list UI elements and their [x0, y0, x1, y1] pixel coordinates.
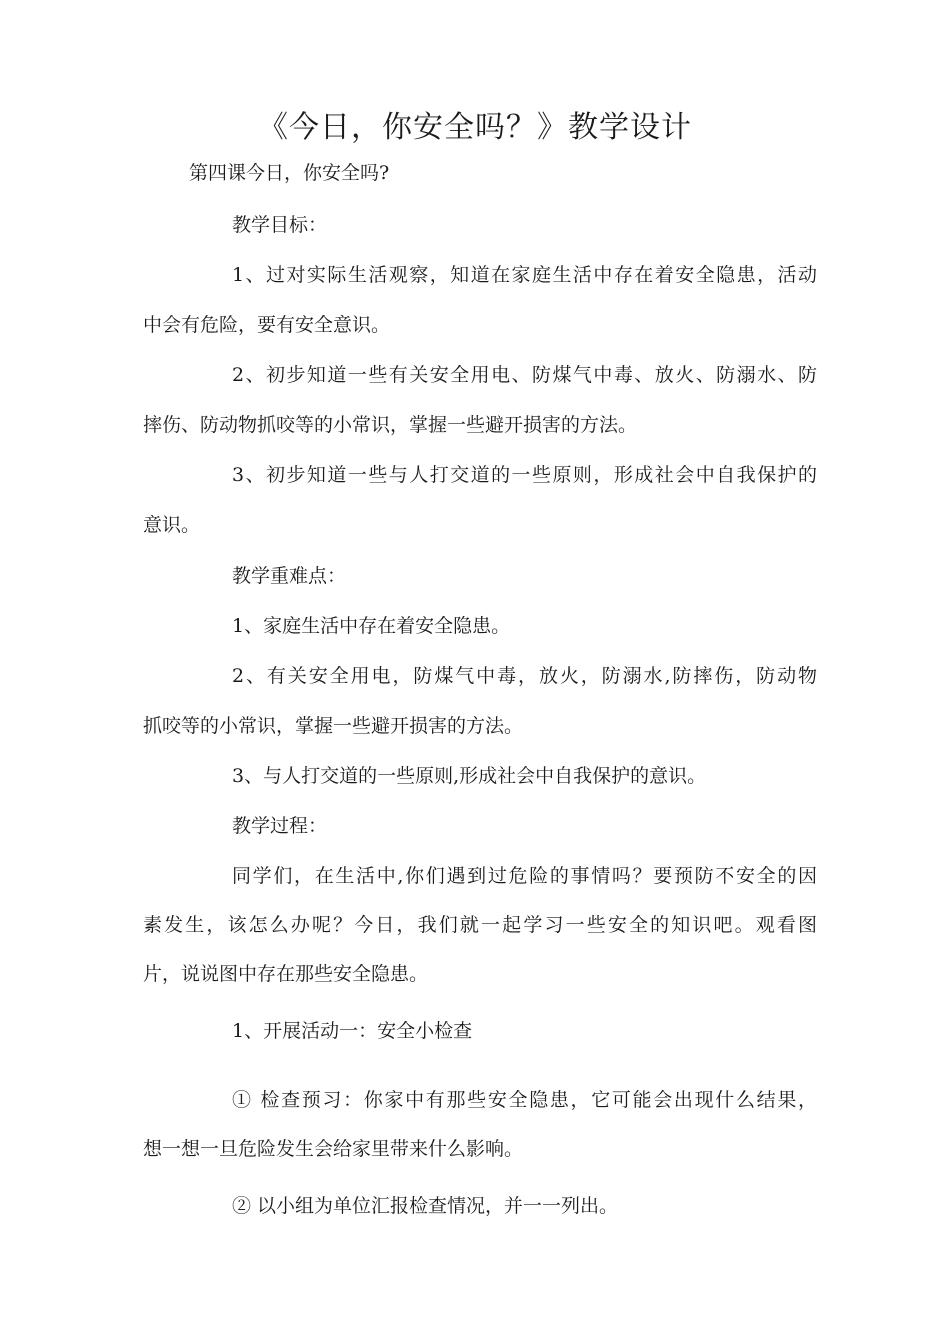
- objectives-heading: 教学目标：: [232, 214, 328, 236]
- objective-2-line-1: 2、初步知道一些有关安全用电、防煤气中毒、放火、防溺水、防: [232, 364, 817, 386]
- activity-1-heading: 1、开展活动一：安全小检查: [232, 1020, 473, 1042]
- document-title: 《今日，你安全吗？》教学设计: [258, 110, 692, 145]
- keypoint-2-line-2: 抓咬等的小常识，掌握一些避开损害的方法。: [143, 715, 524, 737]
- intro-line-1: 同学们，在生活中,你们遇到过危险的事情吗？要预防不安全的因: [232, 865, 817, 887]
- process-heading: 教学过程：: [232, 815, 328, 837]
- step-2: ② 以小组为单位汇报检查情况，并一一列出。: [232, 1195, 619, 1217]
- keypoints-heading: 教学重难点：: [232, 565, 347, 587]
- keypoint-2-line-1: 2、有关安全用电，防煤气中毒，放火，防溺水,防摔伤，防动物: [232, 665, 817, 687]
- step-1-line-1: ① 检查预习：你家中有那些安全隐患，它可能会出现什么结果，: [232, 1089, 817, 1111]
- objective-2-line-2: 摔伤、防动物抓咬等的小常识，掌握一些避开损害的方法。: [143, 414, 638, 436]
- intro-line-2: 素发生，该怎么办呢？今日，我们就一起学习一些安全的知识吧。观看图: [143, 914, 817, 936]
- step-1-line-2: 想一想一旦危险发生会给家里带来什么影响。: [143, 1138, 524, 1160]
- objective-1-line-1: 1、过对实际生活观察，知道在家庭生活中存在着安全隐患，活动: [232, 264, 817, 286]
- objective-1-line-2: 中会有危险，要有安全意识。: [143, 314, 391, 336]
- objective-3-line-2: 意识。: [143, 514, 201, 536]
- keypoint-3: 3、与人打交道的一些原则,形成社会中自我保护的意识。: [232, 765, 707, 787]
- intro-line-3: 片，说说图中存在那些安全隐患。: [143, 963, 429, 985]
- lesson-heading: 第四课今日，你安全吗?: [189, 162, 390, 184]
- objective-3-line-1: 3、初步知道一些与人打交道的一些原则，形成社会中自我保护的: [232, 464, 817, 486]
- keypoint-1: 1、家庭生活中存在着安全隐患。: [232, 615, 511, 637]
